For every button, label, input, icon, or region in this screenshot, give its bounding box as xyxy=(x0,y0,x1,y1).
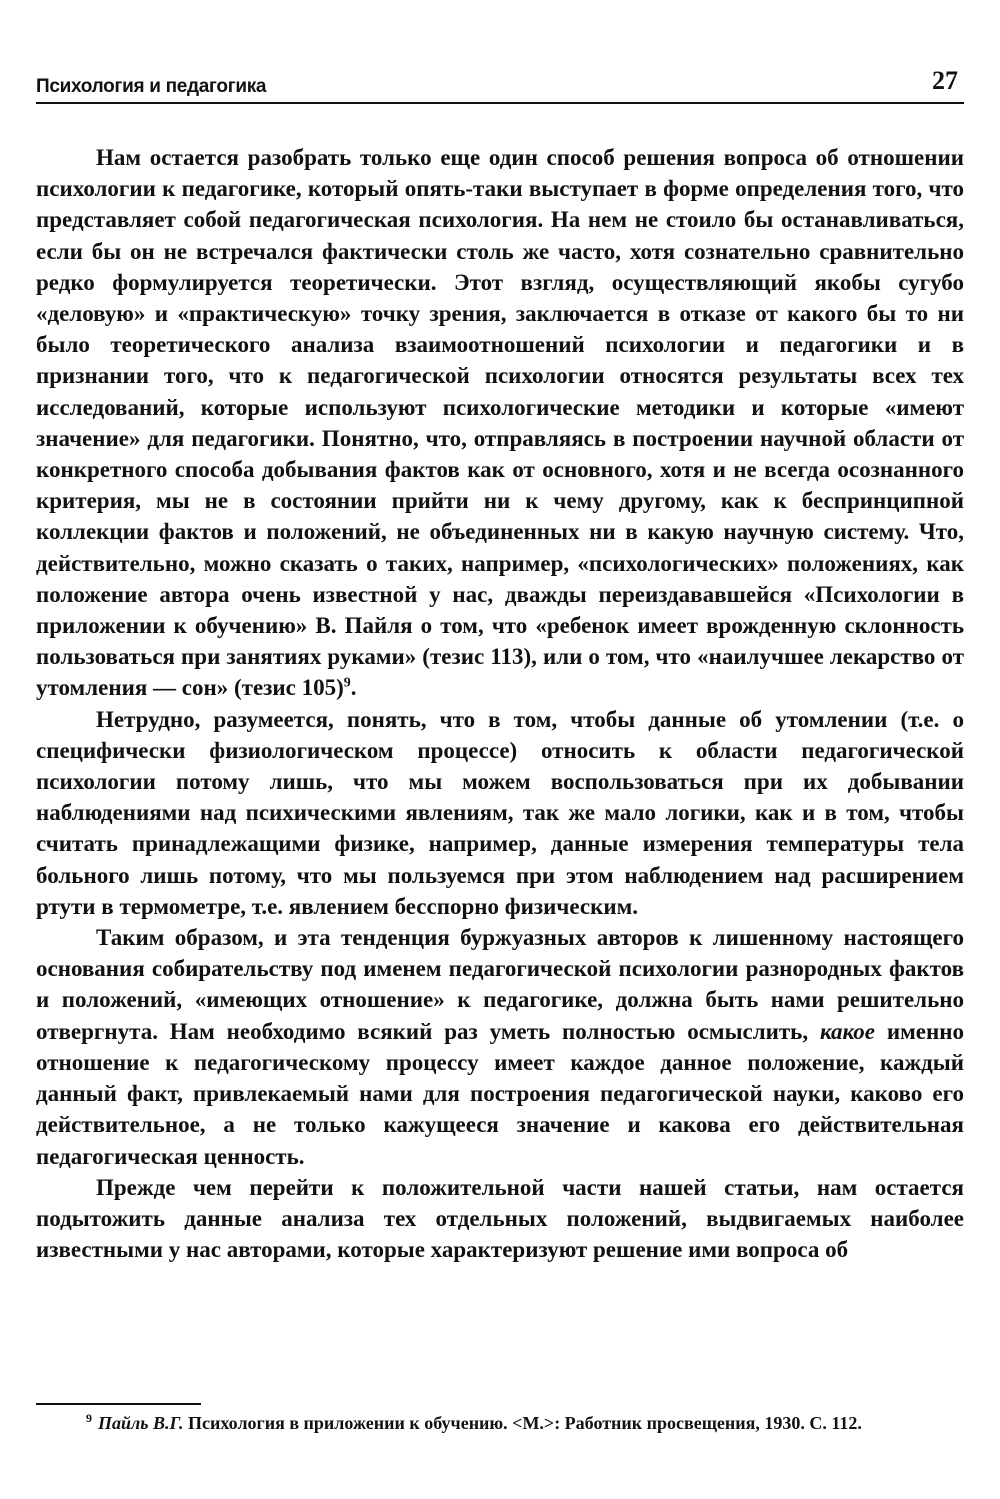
page-number: 27 xyxy=(932,66,958,95)
footnote-body xyxy=(36,1410,964,1437)
running-title: Психология и педагогика xyxy=(36,76,267,97)
book-page xyxy=(36,0,964,1499)
footnote-text: Психология в приложении к обучению. <М.>: Работник просвещения, 1930. С. 112. xyxy=(183,1413,862,1433)
paragraph-3-text-after: именно отношение к педагогическому процессу имеет каждое данное положение, каждый данный факт, привлекаемый нами для построения педагогической науки, каково его действительное, а не только кажущееся значение и какова его действительная педагогическая ценность. xyxy=(36,1018,964,1169)
paragraph-3-text-before: Таким образом, и эта тенденция буржуазных авторов к лишенному настоящего основания собирательству под именем педагогической психологии разнородных фактов и положений, «имеющих отношение» к педагогике, должна быть нами решительно отвергнута. Нам необходимо всякий раз уметь полностью осмыслить, xyxy=(36,925,964,1044)
footnote xyxy=(36,1410,964,1437)
paragraph-1-text: Нам остается разобрать только еще один способ решения вопроса об отношении психологии к педагогике, который опять-таки выступает в форме определения того, что представляет собой педагогическая психология. На нем не стоило бы останавливаться, если бы он не встречался фактически столь же часто, хотя сознательно сравнительно редко формулируется теоретически. Этот взгляд, осуществляющий якобы сугубо «деловую» и «практическую» точку зрения, заключается в отказе от какого бы то ни было теоретического анализа взаимоотношений психологии и педагогики и в признании того, что к педагогической психологии относятся результаты всех тех исследований, которые используют психологические методики и которые «имеют значение» для педагогики. Понятно, что, отправляясь в построении научной области от конкретного способа добывания фактов как от основного, хотя и не всегда осознанного критерия, мы не в состоянии прийти ни к чему другому, как к беспринципной коллекции фактов и положений, не объединенных ни в какую научную систему. Что, действительно, можно сказать о таких, например, «психологических» положениях, как положение автора очень известной у нас, дважды переиздававшейся «Психологии в приложении к обучению» В. Пайля о том, что «ребенок имеет врожденную склонность пользоваться при занятиях руками» (тезис 113), или о том, что «наилучшее лекарство от утомления — сон» (тезис 105) xyxy=(36,145,964,701)
paragraph-3 xyxy=(36,922,964,1172)
paragraph-3-italic-word: какое xyxy=(819,1018,876,1044)
paragraph-2 xyxy=(36,704,964,922)
footnote-divider xyxy=(36,1403,201,1405)
footnote-number: 9 xyxy=(86,1411,92,1425)
paragraph-2-text: Нетрудно, разумеется, понять, что в том, чтобы данные об утомлении (т.е. о специфически физиологическом процессе) относить к области педагогической психологии потому лишь, что мы можем воспользоваться при их добывании наблюдениями над психическими явлениям, так же мало логики, как и в том, чтобы считать принадлежащими физике, например, данные измерения температуры тела больного лишь потому, что мы пользуемся при этом наблюдением над расширением ртути в термометре, т.е. явлением бесспорно физическим. xyxy=(36,706,964,919)
paragraph-1: Нам остается разобрать только еще один способ решения вопроса об отношении психологии к педагогике, который опять-таки выступает в форме определения того, что представляет собой педагогическая психология. На нем не стоило бы останавливаться, если бы он не встречался фактически столь же часто, хотя сознательно сравнительно редко формулируется теоретически. Этот взгляд, осуществляющий якобы сугубо «деловую» и «практическую» точку зрения, заключается в отказе от какого бы то ни было теоретического анализа взаимоотношений психологии и педагогики и в признании того, что к педагогической психологии относятся результаты всех тех исследований, которые используют психологические методики и которые «имеют значение» для педагогики. Понятно, что, отправляясь в построении научной области от конкретного способа добывания фактов как от основного, хотя и не всегда осознанного критерия, мы не в состоянии прийти ни к чему другому, как к беспринципной коллекции фактов и положений, не объединенных ни в какую научную систему. Что, действительно, можно сказать о таких, например, «психологических» положениях, как положение автора очень известной у нас, дважды переиздававшейся «Психологии в приложении к обучению» В. Пайля о том, что «ребенок имеет врожденную склонность пользоваться при занятиях руками» (тезис 113), или о том, что «наилучшее лекарство от утомления — сон» (тезис 105)$^9$. xyxy=(36,145,964,701)
footnote-author: Пайль В.Г. xyxy=(98,1413,184,1433)
page-header xyxy=(36,62,964,104)
footnote-reference: 9 xyxy=(343,675,351,691)
main-text xyxy=(36,142,964,1265)
paragraph-4 xyxy=(36,1172,964,1266)
paragraph-4-text: Прежде чем перейти к положительной части нашей статьи, нам остается подытожить данные анализа тех отдельных положений, выдвигаемых наиболее известными у нас авторами, которые характеризуют решение ими вопроса об xyxy=(36,1174,964,1263)
